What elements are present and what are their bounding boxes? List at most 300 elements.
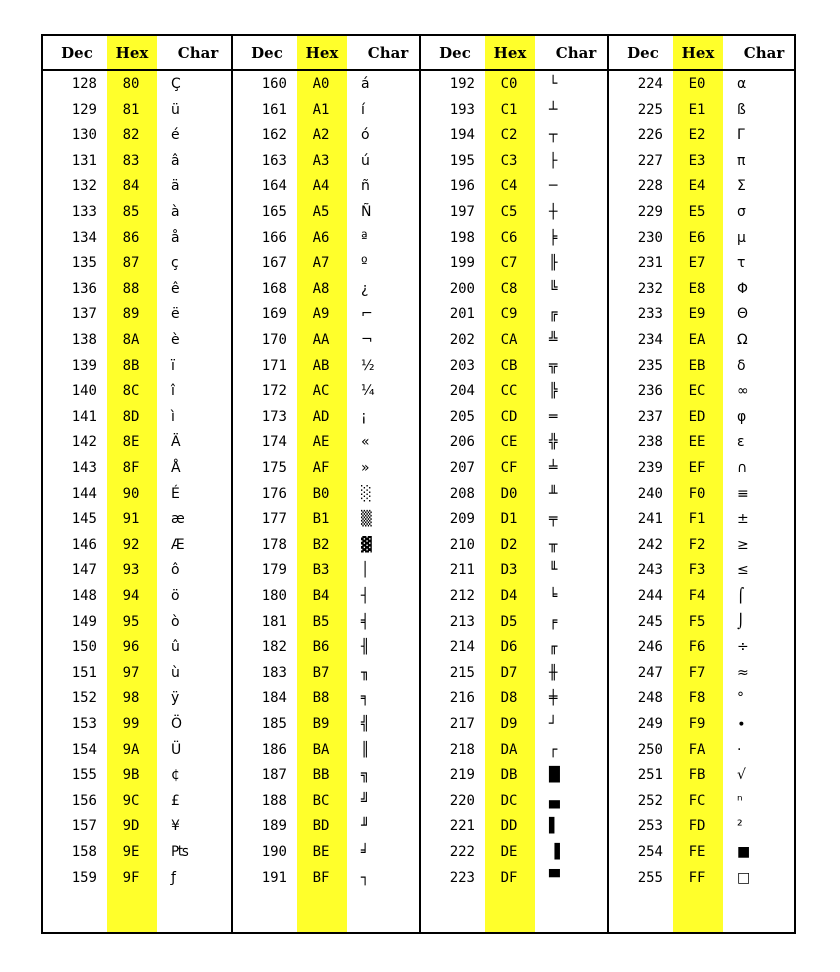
hex-cell: D4 (500, 588, 518, 604)
hex-cell: 8A (122, 332, 140, 348)
hex-cell: F9 (688, 716, 706, 732)
char-cell: Γ (737, 127, 745, 144)
char-cell: ≥ (737, 536, 749, 553)
header-char: Char (555, 44, 597, 62)
hex-cell: D7 (500, 664, 518, 681)
dec-cell: 166 (261, 229, 287, 246)
dec-cell: 187 (261, 767, 287, 784)
char-cell: ½ (361, 357, 375, 374)
header-char: Char (743, 44, 785, 62)
char-cell: á (361, 76, 370, 92)
dec-cell: 239 (637, 460, 663, 476)
char-cell: ╖ (361, 664, 370, 681)
hex-cell: DB (500, 767, 518, 784)
hex-cell: D5 (500, 613, 518, 630)
hex-cell: 91 (122, 511, 140, 528)
hex-cell: AB (312, 357, 330, 374)
dec-cell: 136 (71, 280, 97, 297)
hex-cell: F5 (688, 613, 706, 630)
char-cell: ╕ (361, 690, 370, 707)
dec-cell: 229 (637, 204, 663, 220)
dec-cell: 173 (261, 408, 287, 425)
char-cell: ∩ (737, 460, 748, 476)
hex-cell: D0 (500, 485, 518, 502)
header-dec: Dec (61, 44, 93, 62)
dec-cell: 226 (637, 127, 663, 144)
char-cell: τ (737, 255, 746, 272)
char-cell: ò (171, 613, 180, 630)
char-cell: Å (171, 460, 181, 476)
dec-cell: 188 (261, 792, 287, 809)
hex-cell: 95 (122, 613, 140, 630)
dec-cell: 148 (71, 588, 97, 604)
hex-cell: D8 (500, 690, 518, 707)
dec-cell: 233 (637, 306, 663, 323)
char-cell: ╝ (361, 792, 370, 809)
char-cell: » (361, 460, 370, 476)
hex-cell: EC (688, 383, 706, 400)
hex-cell: C3 (500, 152, 518, 169)
dec-cell: 153 (71, 716, 97, 732)
hex-cell: 98 (122, 690, 140, 707)
dec-cell: 231 (637, 255, 663, 272)
char-cell: ┴ (549, 101, 558, 118)
dec-cell: 135 (71, 255, 97, 272)
hex-cell: E6 (688, 229, 706, 246)
char-cell: ╓ (549, 639, 558, 656)
hex-cell: CC (500, 383, 518, 400)
hex-cell: E5 (688, 204, 706, 220)
dec-cell: 147 (71, 562, 97, 579)
char-cell: Ñ (361, 204, 372, 220)
dec-cell: 177 (261, 511, 287, 528)
hex-cell: A0 (312, 76, 330, 92)
dec-cell: 180 (261, 588, 287, 604)
dec-cell: 211 (449, 562, 475, 579)
char-cell: ü (171, 101, 180, 118)
dec-cell: 165 (261, 204, 287, 220)
dec-cell: 143 (71, 460, 97, 476)
dec-cell: 133 (71, 204, 97, 220)
hex-cell: D6 (500, 639, 518, 656)
char-cell: ç (171, 255, 179, 272)
hex-cell: DA (500, 741, 518, 758)
hex-cell: CB (500, 357, 518, 374)
dec-cell: 218 (449, 741, 475, 758)
dec-cell: 169 (261, 306, 287, 323)
dec-cell: 184 (261, 690, 287, 707)
hex-cell: A9 (312, 306, 330, 323)
dec-cell: 203 (449, 357, 475, 374)
dec-cell: 207 (449, 460, 475, 476)
dec-cell: 219 (449, 767, 475, 784)
hex-cell: B7 (312, 664, 330, 681)
header-dec: Dec (439, 44, 471, 62)
dec-cell: 236 (637, 383, 663, 400)
dec-cell: 178 (261, 536, 287, 553)
hex-cell: 8C (122, 383, 140, 400)
char-cell: £ (171, 792, 180, 809)
dec-cell: 243 (637, 562, 663, 579)
dec-cell: 198 (449, 229, 475, 246)
hex-cell: FE (688, 844, 706, 860)
char-cell: ╗ (361, 767, 370, 784)
dec-cell: 230 (637, 229, 663, 246)
char-cell: ñ (361, 178, 370, 195)
char-cell: ä (171, 178, 180, 195)
char-cell: ∞ (737, 383, 749, 400)
char-cell: ╟ (549, 255, 558, 272)
char-cell: ╙ (549, 562, 558, 579)
char-cell: ù (171, 664, 180, 681)
dec-cell: 202 (449, 332, 475, 348)
char-cell: ╚ (549, 280, 558, 297)
dec-cell: 149 (71, 613, 97, 630)
hex-cell: E4 (688, 178, 706, 195)
dec-cell: 189 (261, 818, 287, 835)
hex-cell: FA (688, 741, 706, 758)
dec-cell: 174 (261, 434, 287, 451)
dec-cell: 241 (637, 511, 663, 528)
dec-cell: 179 (261, 562, 287, 579)
hex-cell: E3 (688, 152, 706, 169)
char-cell: ╫ (549, 664, 558, 681)
char-cell: ╧ (549, 460, 558, 476)
char-cell: ¥ (171, 818, 180, 835)
hex-cell: BE (312, 844, 330, 860)
char-cell: ▀ (549, 869, 560, 886)
char-cell: ₧ (171, 844, 189, 860)
dec-cell: 163 (261, 152, 287, 169)
char-cell: √ (737, 767, 746, 784)
hex-cell: DC (500, 792, 518, 809)
hex-cell: 8B (122, 357, 140, 374)
dec-cell: 161 (261, 101, 287, 118)
dec-cell: 151 (71, 664, 97, 681)
hex-cell: E7 (688, 255, 706, 272)
header-char: Char (367, 44, 409, 62)
dec-cell: 171 (261, 357, 287, 374)
dec-cell: 182 (261, 639, 287, 656)
hex-cell: AF (312, 460, 330, 476)
hex-cell: D3 (500, 562, 518, 579)
dec-cell: 223 (449, 869, 475, 886)
hex-cell: DD (500, 818, 518, 835)
char-cell: ∙ (737, 716, 746, 732)
hex-cell: C5 (500, 204, 518, 220)
hex-cell: AC (312, 383, 330, 400)
hex-cell: AE (312, 434, 330, 451)
header-rule (421, 69, 609, 71)
char-cell: ╣ (361, 716, 370, 732)
hex-cell: B6 (312, 639, 330, 656)
char-cell: Ä (171, 434, 181, 451)
hex-cell: 81 (122, 101, 140, 118)
char-cell: ┌ (549, 741, 558, 758)
hex-cell: CE (500, 434, 518, 451)
hex-cell: D1 (500, 511, 518, 528)
dec-cell: 140 (71, 383, 97, 400)
dec-cell: 157 (71, 818, 97, 835)
char-cell: ⌠ (737, 588, 745, 604)
dec-cell: 137 (71, 306, 97, 323)
char-cell: │ (361, 562, 370, 579)
dec-cell: 129 (71, 101, 97, 118)
hex-cell: 9C (122, 792, 140, 809)
dec-cell: 212 (449, 588, 475, 604)
char-cell: ⌡ (737, 613, 745, 630)
dec-cell: 216 (449, 690, 475, 707)
hex-cell: F4 (688, 588, 706, 604)
dec-cell: 245 (637, 613, 663, 630)
dec-cell: 154 (71, 741, 97, 758)
hex-cell: EF (688, 460, 706, 476)
dec-cell: 130 (71, 127, 97, 144)
hex-cell: FF (688, 869, 706, 886)
char-cell: █ (549, 767, 560, 784)
dec-cell: 214 (449, 639, 475, 656)
hex-cell: D2 (500, 536, 518, 553)
char-cell: ¿ (361, 280, 369, 297)
char-cell: º (361, 255, 368, 272)
header-hex: Hex (673, 36, 723, 70)
char-cell: ª (361, 229, 368, 246)
char-cell: □ (737, 869, 751, 886)
header-rule (609, 69, 796, 71)
dec-cell: 235 (637, 357, 663, 374)
dec-cell: 255 (637, 869, 663, 886)
char-cell: ┼ (549, 204, 558, 220)
dec-cell: 155 (71, 767, 97, 784)
hex-cell: 85 (122, 204, 140, 220)
hex-cell: B5 (312, 613, 330, 630)
hex-cell: 9F (122, 869, 140, 886)
dec-cell: 213 (449, 613, 475, 630)
char-cell: Æ (171, 536, 185, 553)
char-cell: ╨ (549, 485, 558, 502)
hex-cell: B4 (312, 588, 330, 604)
dec-cell: 128 (71, 76, 97, 92)
hex-cell: CD (500, 408, 518, 425)
dec-cell: 196 (449, 178, 475, 195)
header-dec: Dec (627, 44, 659, 62)
char-cell: ¢ (171, 767, 180, 784)
dec-cell: 164 (261, 178, 287, 195)
hex-cell: 94 (122, 588, 140, 604)
char-cell: ╡ (361, 613, 370, 630)
dec-cell: 131 (71, 152, 97, 169)
dec-cell: 192 (449, 76, 475, 92)
char-cell: ╒ (549, 613, 558, 630)
char-cell: ² (737, 818, 743, 835)
dec-cell: 206 (449, 434, 475, 451)
char-cell: ╥ (549, 536, 558, 553)
char-cell: å (171, 229, 180, 246)
dec-cell: 156 (71, 792, 97, 809)
char-cell: û (171, 639, 180, 656)
char-cell: ▌ (549, 818, 560, 835)
char-cell: φ (737, 408, 747, 425)
char-cell: ░ (361, 485, 372, 502)
char-cell: α (737, 76, 747, 92)
hex-cell: 9B (122, 767, 140, 784)
dec-cell: 167 (261, 255, 287, 272)
hex-cell: BD (312, 818, 330, 835)
char-cell: π (737, 152, 746, 169)
dec-cell: 185 (261, 716, 287, 732)
char-cell: ε (737, 434, 745, 451)
dec-cell: 248 (637, 690, 663, 707)
hex-cell: B0 (312, 485, 330, 502)
char-cell: ß (737, 101, 746, 118)
char-cell: ƒ (171, 869, 176, 886)
char-cell: Ü (171, 741, 182, 758)
dec-cell: 224 (637, 76, 663, 92)
hex-cell: CA (500, 332, 518, 348)
char-cell: ⌐ (361, 306, 373, 323)
dec-cell: 160 (261, 76, 287, 92)
dec-cell: 201 (449, 306, 475, 323)
hex-cell: FB (688, 767, 706, 784)
hex-cell: A6 (312, 229, 330, 246)
dec-cell: 162 (261, 127, 287, 144)
dec-cell: 172 (261, 383, 287, 400)
header-hex: Hex (485, 36, 535, 70)
hex-cell: CF (500, 460, 518, 476)
dec-cell: 234 (637, 332, 663, 348)
hex-cell: B2 (312, 536, 330, 553)
char-cell: ┬ (549, 127, 558, 144)
dec-cell: 242 (637, 536, 663, 553)
hex-cell: F0 (688, 485, 706, 502)
char-cell: ┤ (361, 588, 370, 604)
header-hex: Hex (107, 36, 157, 70)
char-cell: ╘ (549, 588, 558, 604)
hex-cell: BF (312, 869, 330, 886)
table-block-1 (43, 36, 231, 932)
dec-cell: 205 (449, 408, 475, 425)
char-cell: · (737, 741, 742, 758)
char-cell: ± (737, 511, 749, 528)
hex-cell: E8 (688, 280, 706, 297)
dec-cell: 227 (637, 152, 663, 169)
hex-cell: DF (500, 869, 518, 886)
dec-cell: 159 (71, 869, 97, 886)
table-block-2 (231, 36, 421, 932)
char-cell: Ç (171, 76, 181, 92)
char-cell: â (171, 152, 180, 169)
dec-cell: 146 (71, 536, 97, 553)
char-cell: ú (361, 152, 370, 169)
dec-cell: 210 (449, 536, 475, 553)
hex-cell: F1 (688, 511, 706, 528)
dec-cell: 150 (71, 639, 97, 656)
char-cell: ╦ (549, 357, 558, 374)
hex-cell: 83 (122, 152, 140, 169)
char-cell: ⁿ (737, 792, 743, 809)
char-cell: ╪ (549, 690, 558, 707)
dec-cell: 141 (71, 408, 97, 425)
char-cell: ╠ (549, 383, 558, 400)
dec-cell: 204 (449, 383, 475, 400)
hex-cell: F2 (688, 536, 706, 553)
dec-cell: 145 (71, 511, 97, 528)
hex-cell: AD (312, 408, 330, 425)
char-cell: ≡ (737, 485, 749, 502)
dec-cell: 168 (261, 280, 287, 297)
hex-cell: A5 (312, 204, 330, 220)
dec-cell: 186 (261, 741, 287, 758)
dec-cell: 195 (449, 152, 475, 169)
hex-cell: EE (688, 434, 706, 451)
dec-cell: 191 (261, 869, 287, 886)
header-rule (233, 69, 421, 71)
hex-cell: F6 (688, 639, 706, 656)
char-cell: └ (549, 76, 558, 92)
char-cell: ╬ (549, 434, 558, 451)
dec-cell: 197 (449, 204, 475, 220)
dec-cell: 142 (71, 434, 97, 451)
char-cell: ╛ (361, 844, 370, 860)
hex-cell: E2 (688, 127, 706, 144)
hex-cell: 84 (122, 178, 140, 195)
hex-cell: 8D (122, 408, 140, 425)
dec-cell: 158 (71, 844, 97, 860)
hex-cell: A7 (312, 255, 330, 272)
dec-cell: 238 (637, 434, 663, 451)
hex-cell: A8 (312, 280, 330, 297)
dec-cell: 247 (637, 664, 663, 681)
dec-cell: 199 (449, 255, 475, 272)
hex-cell: E1 (688, 101, 706, 118)
char-cell: ≈ (737, 664, 749, 681)
hex-cell: C0 (500, 76, 518, 92)
ascii-table (41, 34, 796, 934)
hex-cell: AA (312, 332, 330, 348)
hex-cell: 99 (122, 716, 140, 732)
char-cell: ├ (549, 152, 558, 169)
dec-cell: 246 (637, 639, 663, 656)
hex-cell: A1 (312, 101, 330, 118)
hex-cell: C2 (500, 127, 518, 144)
dec-cell: 193 (449, 101, 475, 118)
hex-cell: C8 (500, 280, 518, 297)
hex-cell: B3 (312, 562, 330, 579)
char-cell: î (171, 383, 175, 400)
char-cell: ¼ (361, 383, 375, 400)
hex-cell: BA (312, 741, 330, 758)
hex-cell: E0 (688, 76, 706, 92)
char-cell: ¬ (361, 332, 373, 348)
char-cell: ÿ (171, 690, 180, 707)
header-dec: Dec (251, 44, 283, 62)
char-cell: µ (737, 229, 746, 246)
char-cell: ╜ (361, 818, 370, 835)
hex-cell: A4 (312, 178, 330, 195)
hex-cell: E9 (688, 306, 706, 323)
char-cell: ┐ (361, 869, 370, 886)
dec-cell: 250 (637, 741, 663, 758)
char-cell: ▒ (361, 511, 372, 528)
dec-cell: 252 (637, 792, 663, 809)
dec-cell: 194 (449, 127, 475, 144)
dec-cell: 217 (449, 716, 475, 732)
dec-cell: 225 (637, 101, 663, 118)
hex-cell: 89 (122, 306, 140, 323)
hex-cell: 9A (122, 741, 140, 758)
char-cell: ó (361, 127, 370, 144)
char-cell: à (171, 204, 180, 220)
